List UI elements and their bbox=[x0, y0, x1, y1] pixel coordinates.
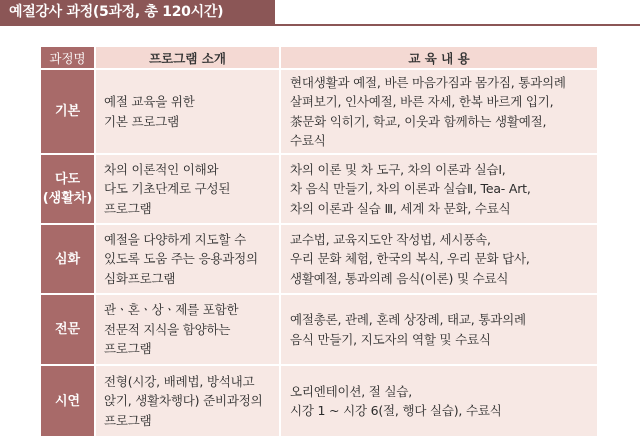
program-intro-cell bbox=[95, 365, 280, 437]
program-intro: 차의 이론적인 이해와 다도 기초단계로 구성된 프로그램 bbox=[104, 161, 231, 216]
course-name: 시연 bbox=[54, 393, 81, 409]
header-course-name: 과정명 bbox=[41, 47, 95, 69]
course-content: 예절총론, 관례, 혼례 상장례, 태교, 통과의례 음식 만들기, 지도자의 역할 및 수료식 bbox=[290, 312, 526, 347]
course-name: 기본 bbox=[54, 104, 81, 119]
course-name-cell bbox=[41, 365, 95, 437]
curriculum-table bbox=[41, 47, 597, 438]
course-content: 현대생활과 예절, 바른 마음가짐과 몸가짐, 통과의례 살펴보기, 인사예절, 바른 자세, 한복 바르게 입기, 茶문화 익히기, 학교, 이웃과 함께하는 생활예절, 수료식 bbox=[290, 74, 566, 148]
course-content: 차의 이론 및 차 도구, 차의 이론과 실습Ⅰ, 차 음식 만들기, 차의 이론과 실습Ⅱ, Tea- Art, 차의 이론과 실습 Ⅲ, 세계 차 문화, 수료식 bbox=[290, 161, 531, 216]
section-title: 예절강사 과정(5과정, 총 120시간) bbox=[0, 0, 275, 24]
course-name: 다도 (생활차) bbox=[42, 172, 93, 206]
table-header-row bbox=[41, 47, 597, 69]
course-content-cell bbox=[280, 154, 597, 224]
course-name-cell bbox=[41, 294, 95, 365]
table-row bbox=[41, 69, 597, 154]
table-row bbox=[41, 154, 597, 224]
header-program-intro: 프로그램 소개 bbox=[95, 47, 280, 69]
course-content: 교수법, 교육지도안 작성법, 세시풍속, 우리 문화 체험, 한국의 복식, 우리 문화 답사, 생활예절, 통과의례 음식(이론) 및 수료식 bbox=[290, 231, 530, 286]
course-content: 오리엔테이션, 절 실습, 시강 1 ~ 시강 6(절, 행다 실습), 수료식 bbox=[290, 383, 502, 418]
table-row bbox=[41, 294, 597, 365]
course-name: 심화 bbox=[54, 251, 81, 267]
program-intro-cell bbox=[95, 294, 280, 365]
course-content-cell bbox=[280, 365, 597, 437]
course-content-cell bbox=[280, 294, 597, 365]
course-name: 전문 bbox=[54, 322, 81, 337]
program-intro: 관ㆍ혼ㆍ상ㆍ제를 포함한 전문적 지식을 함양하는 프로그램 bbox=[104, 302, 239, 357]
program-intro-cell bbox=[95, 224, 280, 294]
program-intro: 전형(시강, 배례법, 방석내고 앉기, 생활차행다) 준비과정의 프로그램 bbox=[104, 373, 263, 428]
header-course-content: 교 육 내 용 bbox=[280, 47, 597, 69]
table-row bbox=[41, 224, 597, 294]
program-intro: 예절 교육을 위한 기본 프로그램 bbox=[104, 94, 195, 129]
program-intro-cell bbox=[95, 69, 280, 154]
course-name-cell bbox=[41, 154, 95, 224]
course-content-cell bbox=[280, 224, 597, 294]
table-row bbox=[41, 365, 597, 437]
course-name-cell bbox=[41, 69, 95, 154]
program-intro-cell bbox=[95, 154, 280, 224]
program-intro: 예절을 다양하게 지도할 수 있도록 도움 주는 응용과정의 심화프로그램 bbox=[104, 231, 258, 286]
course-content-cell bbox=[280, 69, 597, 154]
course-name-cell bbox=[41, 224, 95, 294]
title-divider bbox=[0, 24, 640, 26]
